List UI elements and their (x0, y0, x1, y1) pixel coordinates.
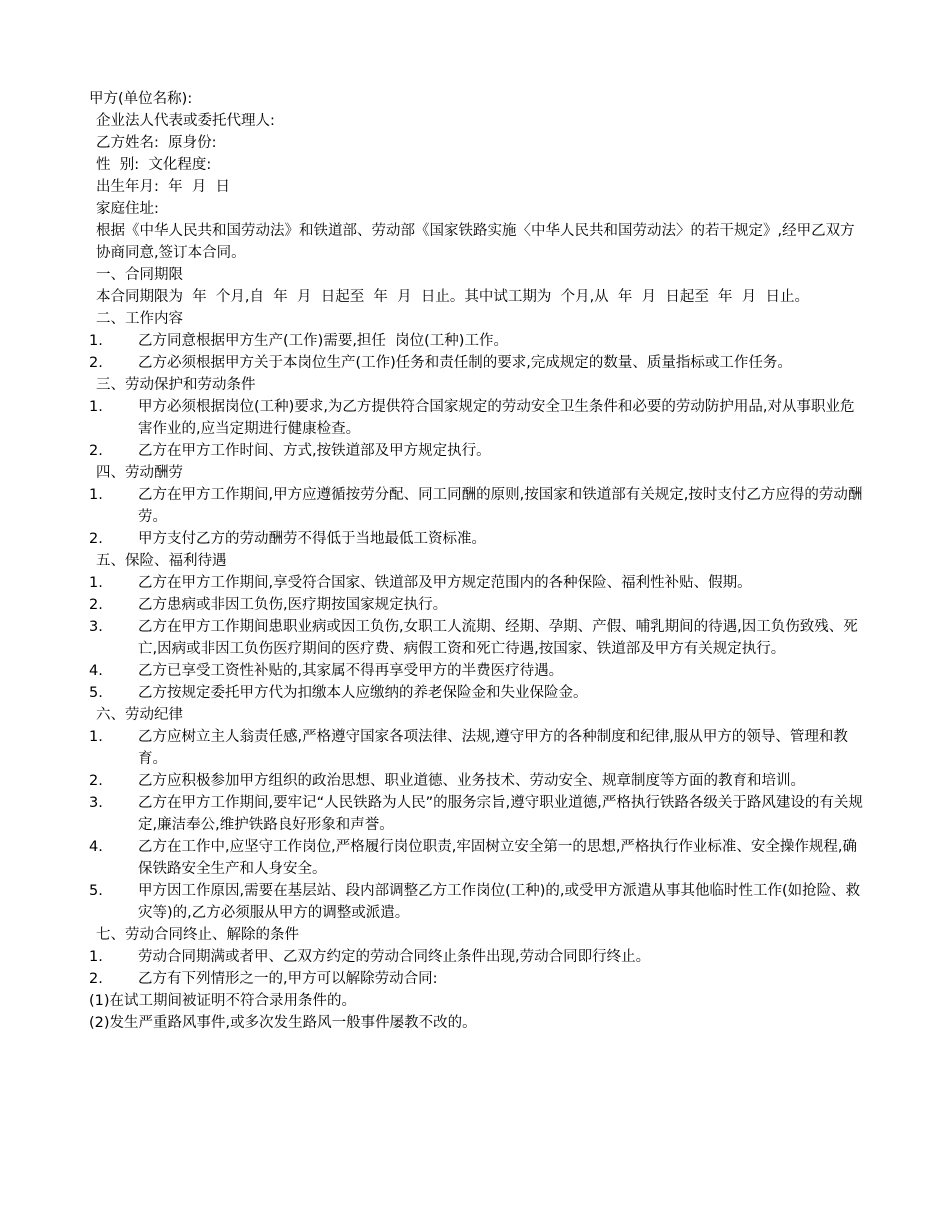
list-item-number: 3. (89, 619, 103, 635)
list-item-number: 4. (89, 839, 103, 855)
section-heading: 七、劳动合同终止、解除的条件 (96, 927, 299, 943)
preamble-paragraph: 根据《中华人民共和国劳动法》和铁道部、劳动部《国家铁路实施〈中华人民共和国劳动法〉的若干规定》,经甲乙双方协商同意,签订本合同。 (96, 223, 855, 261)
section-heading: 三、劳动保护和劳动条件 (96, 377, 256, 393)
list-item (89, 528, 869, 550)
list-item-text: 乙方同意根据甲方生产(工作)需要,担任 岗位(工种)工作。 (138, 333, 508, 349)
gender-education-field: 性 别: 文化程度: (96, 157, 212, 173)
list-item (89, 440, 869, 462)
list-item-number: 5. (89, 685, 103, 701)
list-item-number: 1. (89, 487, 103, 503)
list-item-number: 3. (89, 795, 103, 811)
legal-representative-field: 企业法人代表或委托代理人: (96, 113, 275, 129)
list-item (89, 594, 869, 616)
list-item-text: 乙方在甲方工作期间患职业病或因工负伤,女职工人流期、经期、孕期、产假、哺乳期间的待遇,因工负伤致残、死亡,因病或非因工负伤医疗期间的医疗费、病假工资和死亡待遇,按国家、铁道部及甲方有关规定执行。 (138, 619, 858, 657)
list-item-text: 劳动合同期满或者甲、乙双方约定的劳动合同终止条件出现,劳动合同即行终止。 (138, 949, 651, 965)
list-item-text: 乙方在甲方工作期间,享受符合国家、铁道部及甲方规定范围内的各种保险、福利性补贴、假期。 (138, 575, 752, 591)
list-item (89, 572, 869, 594)
sub-clause: (1)在试工期间被证明不符合录用条件的。 (89, 993, 357, 1009)
list-item-text: 乙方有下列情形之一的,甲方可以解除劳动合同: (138, 971, 438, 987)
list-item (89, 330, 869, 352)
list-item-number: 2. (89, 443, 103, 459)
list-item-text: 甲方必须根据岗位(工种)要求,为乙方提供符合国家规定的劳动安全卫生条件和必要的劳动防护用品,对从事职业危害作业的,应当定期进行健康检查。 (138, 399, 855, 437)
list-item-number: 1. (89, 729, 103, 745)
section-heading: 四、劳动酬劳 (96, 465, 183, 481)
list-item-number: 1. (89, 399, 103, 415)
party-b-name-field: 乙方姓名: 原身份: (96, 135, 217, 151)
party-a-field: 甲方(单位名称): (89, 91, 193, 107)
sub-clause: (2)发生严重路风事件,或多次发生路风一般事件屡教不改的。 (89, 1015, 477, 1031)
list-item-text: 乙方患病或非因工负伤,医疗期按国家规定执行。 (138, 597, 448, 613)
section-heading: 二、工作内容 (96, 311, 183, 327)
list-item-text: 乙方应树立主人翁责任感,严格遵守国家各项法律、法规,遵守甲方的各种制度和纪律,服从甲方的领导、管理和教育。 (138, 729, 848, 767)
list-item-text: 乙方在工作中,应坚守工作岗位,严格履行岗位职责,牢固树立安全第一的思想,严格执行作业标准、安全操作规程,确保铁路安全生产和人身安全。 (138, 839, 858, 877)
section-paragraph: 本合同期限为 年 个月,自 年 月 日起至 年 月 日止。其中试工期为 个月,从 年 月 日起至 年 月 日止。 (96, 289, 809, 305)
list-item-number: 4. (89, 663, 103, 679)
list-item-text: 乙方在甲方工作时间、方式,按铁道部及甲方规定执行。 (138, 443, 491, 459)
list-item-number: 5. (89, 883, 103, 899)
list-item (89, 770, 869, 792)
list-item (89, 660, 869, 682)
list-item-text: 乙方按规定委托甲方代为扣缴本人应缴纳的养老保险金和失业保险金。 (138, 685, 588, 701)
list-item-text: 乙方应积极参加甲方组织的政治思想、职业道德、业务技术、劳动安全、规章制度等方面的教育和培训。 (138, 773, 805, 789)
list-item (89, 880, 869, 924)
list-item (89, 484, 869, 528)
list-item (89, 616, 869, 660)
section-heading: 五、保险、福利待遇 (96, 553, 227, 569)
list-item-number: 2. (89, 773, 103, 789)
list-item-text: 乙方已享受工资性补贴的,其家属不得再享受甲方的半费医疗待遇。 (138, 663, 564, 679)
list-item-number: 1. (89, 575, 103, 591)
birth-date-field: 出生年月: 年 月 日 (96, 179, 231, 195)
list-item (89, 352, 869, 374)
contract-document (89, 88, 869, 1034)
list-item (89, 682, 869, 704)
section-heading: 六、劳动纪律 (96, 707, 183, 723)
list-item (89, 792, 869, 836)
list-item (89, 946, 869, 968)
list-item-number: 2. (89, 971, 103, 987)
section-heading: 一、合同期限 (96, 267, 183, 283)
list-item (89, 836, 869, 880)
list-item (89, 396, 869, 440)
list-item-text: 甲方支付乙方的劳动酬劳不得低于当地最低工资标准。 (138, 531, 486, 547)
list-item-number: 2. (89, 531, 103, 547)
list-item-text: 乙方在甲方工作期间,甲方应遵循按劳分配、同工同酬的原则,按国家和铁道部有关规定,按时支付乙方应得的劳动酬劳。 (138, 487, 863, 525)
list-item-number: 2. (89, 597, 103, 613)
list-item-text: 甲方因工作原因,需要在基层站、段内部调整乙方工作岗位(工种)的,或受甲方派遣从事其他临时性工作(如抢险、救灾等)的,乙方必须服从甲方的调整或派遣。 (138, 883, 861, 921)
list-item (89, 726, 869, 770)
home-address-field: 家庭住址: (96, 201, 159, 217)
list-item-text: 乙方在甲方工作期间,要牢记“人民铁路为人民”的服务宗旨,遵守职业道德,严格执行铁路各级关于路风建设的有关规定,廉洁奉公,维护铁路良好形象和声誉。 (138, 795, 863, 833)
list-item-number: 2. (89, 355, 103, 371)
list-item (89, 968, 869, 990)
list-item-text: 乙方必须根据甲方关于本岗位生产(工作)任务和责任制的要求,完成规定的数量、质量指标或工作任务。 (138, 355, 792, 371)
list-item-number: 1. (89, 333, 103, 349)
list-item-number: 1. (89, 949, 103, 965)
